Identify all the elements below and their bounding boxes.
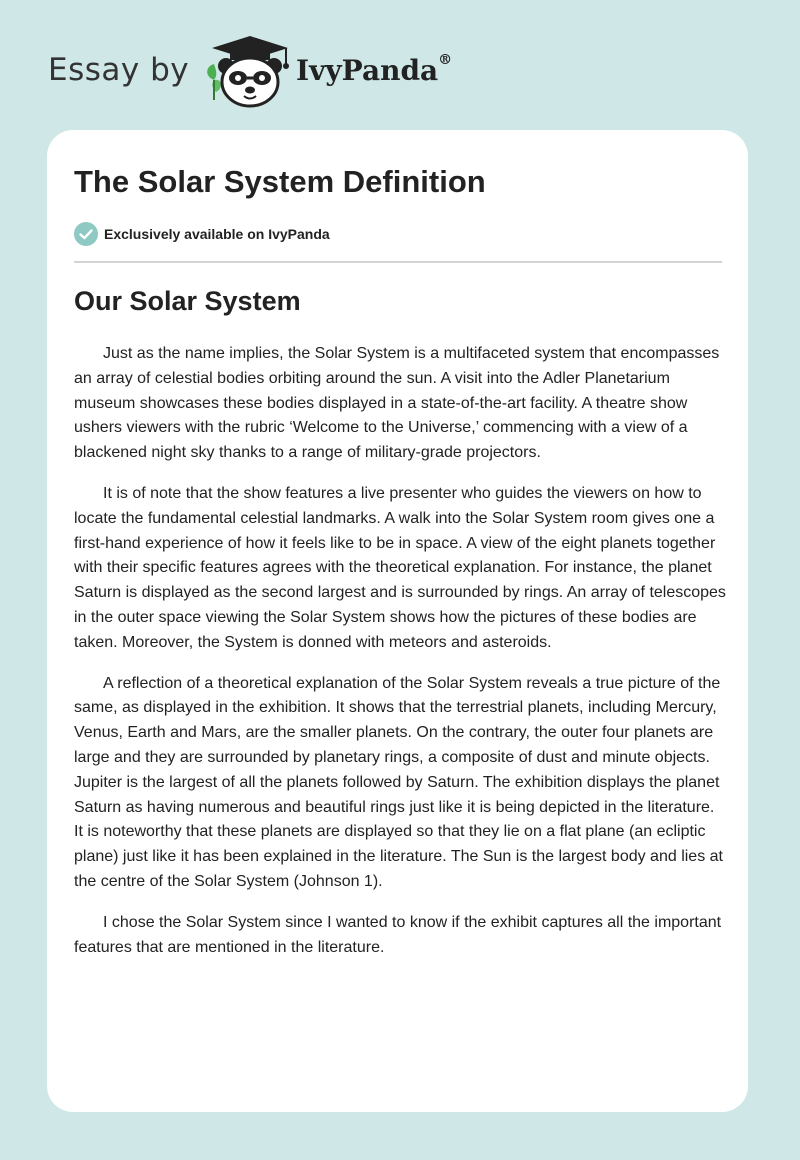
brand-name[interactable]: IvyPanda® [296, 52, 453, 87]
divider [74, 261, 722, 263]
badge-text: Exclusively available on IvyPanda [104, 226, 330, 242]
article-body [74, 342, 726, 976]
panda-graduate-icon[interactable] [200, 30, 310, 110]
paragraph-1: Just as the name implies, the Solar System is a multifaceted system that encompasses an array of celestial bodies orbiting around the sun. A visit into the Adler Planetarium museum showcases these bodies displayed in a state-of-the-art facility. A theatre show ushers viewers with the rubric ‘Welcome to the Universe,’ commencing with a view of a blackened night sky thanks to a range of military-grade projectors. [74, 345, 720, 462]
section-heading: Our Solar System [74, 286, 301, 316]
brand-prefix: Essay by [48, 52, 190, 88]
article-card [47, 130, 748, 1112]
paragraph-2: It is of note that the show features a live presenter who guides the viewers on how to locate the fundamental celestial landmarks. A walk into the Solar System room gives one a first-hand experience of how it feels like to be in space. A view of the eight planets together with their specific features agrees with the theoretical explanation. For instance, the planet Saturn is displayed as the second largest and is surrounded by rings. An array of telescopes in the outer space viewing the Solar System shows how the pictures of these bodies are taken. Moreover, the System is donned with meteors and asteroids. [74, 484, 726, 651]
page-title: The Solar System Definition [74, 164, 486, 199]
site-header [48, 30, 548, 110]
exclusive-badge [74, 221, 330, 247]
paragraph-3: A reflection of a theoretical explanation of the Solar System reveals a true picture of the same, as displayed in the exhibition. It shows that the terrestrial planets, including Mercury, Venus, Earth and Mars, are the smaller planets. On the contrary, the outer four planets are large and they are surrounded by planetary rings, a composite of dust and minute objects. Jupiter is the largest of all the planets followed by Saturn. The exhibition displays the planet Saturn as having numerous and beautiful rings just like it is being depicted in the literature. It is noteworthy that these planets are displayed so that they lie on a flat plane (an ecliptic plane) just like it has been explained in the literature. The Sun is the largest body and lies at the centre of the Solar System (Johnson 1). [74, 674, 723, 890]
check-circle-icon [74, 222, 98, 246]
paragraph-4: I chose the Solar System since I wanted to know if the exhibit captures all the important features that are mentioned in the literature. [74, 913, 722, 956]
